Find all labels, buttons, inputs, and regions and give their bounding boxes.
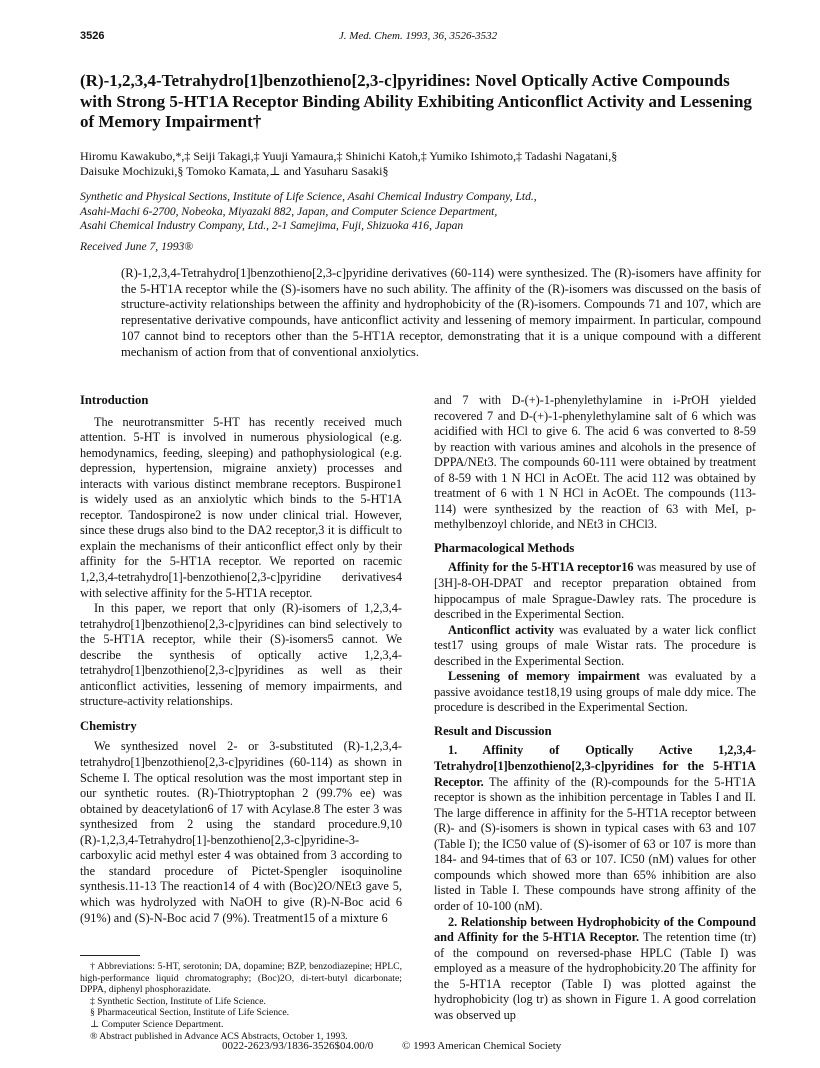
page-footer <box>222 1040 587 1052</box>
footnote: ‡ Synthetic Section, Institute of Life Science. <box>90 995 266 1007</box>
paragraph-body: was evaluated by a passive avoidance test18,19 using groups of male ddy mice. The procedure is described in the Experimental Section. <box>434 669 756 715</box>
author-line: Hiromu Kawakubo,*,‡ Seiji Takagi,‡ Yuuji Yamaura,‡ Shinichi Katoh,‡ Yumiko Ishimoto,‡ Tadashi Nagatani,§ <box>80 149 618 163</box>
section-heading-introduction: Introduction <box>80 393 149 407</box>
paragraph-lead: 1. Affinity of Optically Active 1,2,3,4-Tetrahydro[1]benzothieno[2,3-c]pyridines for the 5-HT1A Receptor. <box>434 743 756 789</box>
page-number: 3526 <box>80 30 105 42</box>
journal-citation: J. Med. Chem. 1993, 36, 3526-3532 <box>338 30 498 42</box>
copyright: © 1993 American Chemical Society <box>402 1040 562 1052</box>
article-code: 0022-2623/93/1836-3526$04.00/0 <box>222 1040 374 1052</box>
affiliations <box>80 190 760 234</box>
paragraph <box>434 623 756 670</box>
paragraph-lead: Affinity for the 5-HT1A receptor16 <box>448 560 634 575</box>
footnote: § Pharmaceutical Section, Institute of Life Science. <box>90 1007 290 1019</box>
paragraph-body: The retention time (tr) of the compound on reversed-phase HPLC (Table I) was employed as a measure of the hydrophobicity.20 The affinity for the 5-HT1A receptor (Table I) was plotted against the hydrophobicity (log tr) as shown in Figure 1. A good correlation was observed up <box>434 930 756 1022</box>
section-heading-chemistry: Chemistry <box>80 718 137 733</box>
paragraph-body: The affinity of the (R)-compounds for the 5-HT1A receptor is shown as the inhibition percentage in Tables I and II. The large difference in affinity for the 5-HT1A receptor between (R)- and (S)-isomers is shown in typical cases with 63 and 107 (Table I); the IC50 value of (S)-isomer of 63 or 107 is more than 184- and 94-times that of 63 or 107. IC50 (nM) values for other compounds which showed more than 65% inhibition are also listed in Table I. These compounds have strong affinity of the order of 10-100 (nM). <box>434 774 756 913</box>
paragraph-lead: 2. Relationship between Hydrophobicity of the Compound and Affinity for the 5-HT1A Receptor. <box>434 914 756 945</box>
footnote: ⊥ Computer Science Department. <box>90 1018 224 1030</box>
affiliation-line: Asahi Chemical Industry Company, Ltd., 2-1 Samejima, Fuji, Shizuoka 416, Japan <box>80 219 464 232</box>
footnote: ® Abstract published in Advance ACS Abstracts, October 1, 1993. <box>90 1030 348 1042</box>
left-column <box>80 393 402 926</box>
paragraph <box>434 915 756 1024</box>
section-heading-pharmacological-methods: Pharmacological Methods <box>434 540 575 555</box>
affiliation-line: Asahi-Machi 6-2700, Nobeoka, Miyazaki 882, Japan, and Computer Science Department, <box>80 204 498 218</box>
paragraph: The neurotransmitter 5-HT has recently received much attention. 5-HT is involved in numerous physiological (e.g. hemodynamics, feeding, sleeping) and pathophysiological (e.g. depression, hypertension, migraine anxiety) processes and interacts with various distinct membrane receptors. Buspirone1 is widely used as an anxiolytic which binds to the 5-HT1A receptor. Tandospirone2 is now under clinical trial. However, since these drugs also bind to the DA2 receptor,3 it is difficult to explain the mechanisms of their anticonflict effect only by their affinity for the 5-HT1A receptor. We reported on racemic 1,2,3,4-tetrahydro[1]-benzothieno[2,3-c]pyridine derivatives4 with selective affinity for the 5-HT1A receptor. <box>80 414 402 600</box>
paragraph: We synthesized novel 2- or 3-substituted (R)-1,2,3,4-tetrahydro[1]benzothieno[2,3-c]pyridines (60-114) as shown in Scheme I. The optical resolution was the most important step in our synthetic routes. (R)-Thiotryptophan 2 (99.7% ee) was obtained by deacetylation6 of 17 with Acylase.8 The ester 3 was synthesized from 2 using the standard procedure.9,10 (R)-1,2,3,4-Tetrahydro[1]-benzothieno[2,3-c]pyridine-3-carboxylic acid methyl ester 4 was obtained from 3 according to the standard procedure of Pictet-Spengler isoquinoline synthesis.11-13 The reaction14 of 4 with (Boc)2O/NEt3 gave 5, which was hydrolyzed with NaOH to give (R)-N-Boc acid 6 (91%) and (S)-N-Boc acid 7 (9%). Treatment15 of a mixture 6 <box>80 739 402 925</box>
received-date: Received June 7, 1993® <box>80 240 194 253</box>
paragraph: In this paper, we report that only (R)-isomers of 1,2,3,4-tetrahydro[1]benzothieno[2,3-c]pyridines can bind selectively to the 5-HT1A receptor, while their (S)-isomers5 cannot. We describe the synthesis of optically active 1,2,3,4-tetrahydro[1]benzothieno[2,3-c]pyridines as well as their anticonflict activities, lessening of memory impairments, and structure-activity relationships. <box>80 601 402 709</box>
paragraph: and 7 with D-(+)-1-phenylethylamine in i-PrOH yielded recovered 7 and D-(+)-1-phenylethylamine salt of 6 which was acidified with HCl to give 6. The acid 6 was converted to 8-59 by reaction with various amines and alcohols in the presence of DPPA/NEt3. The compounds 60-111 were obtained by treatment of 8-59 with 1 N HCl in AcOEt. The acid 112 was obtained by treatment of 6 with 1 N HCl in AcOEt. The compounds (113-114) were synthesized by the reaction of 63 with MeI, p-methylbenzoyl chloride, and NEt3 in CHCl3. <box>434 393 756 532</box>
footnote: † Abbreviations: 5-HT, serotonin; DA, dopamine; BZP, benzodiazepine; HPLC, high-performance liquid chromatography; (Boc)2O, di-tert-butyl dicarbonate; DPPA, diphenyl phosphorazidate. <box>80 961 402 996</box>
section-heading-results: Result and Discussion <box>434 723 552 738</box>
footnotes <box>80 961 402 1042</box>
article-title: (R)-1,2,3,4-Tetrahydro[1]benzothieno[2,3-c]pyridines: Novel Optically Active Compounds with Strong 5-HT1A Receptor Binding Ability Exhibiting Anticonflict Activity and Lessening of Memory Impairment† <box>80 71 752 131</box>
right-column <box>434 393 756 1023</box>
author-list <box>80 149 760 178</box>
author-line: Daisuke Mochizuki,§ Tomoko Kamata,⊥ and Yasuharu Sasaki§ <box>80 163 389 178</box>
footnote-rule <box>80 955 140 956</box>
paragraph-lead: Anticonflict activity <box>448 622 555 637</box>
paragraph-body: was measured by use of [3H]-8-OH-DPAT and receptor preparation obtained from hippocampus of male Sprague-Dawley rats. The procedure is described in the Experimental Section. <box>434 560 756 622</box>
paragraph <box>434 560 756 622</box>
paragraph <box>434 669 756 716</box>
affiliation-line: Synthetic and Physical Sections, Institute of Life Science, Asahi Chemical Industry Company, Ltd., <box>80 190 537 203</box>
paragraph <box>434 743 756 914</box>
paragraph-lead: Lessening of memory impairment <box>448 669 641 684</box>
paragraph-body: was evaluated by a water lick conflict test17 using groups of male Wistar rats. The procedure is described in the Experimental Section. <box>434 622 756 668</box>
abstract: (R)-1,2,3,4-Tetrahydro[1]benzothieno[2,3-c]pyridine derivatives (60-114) were synthesized. The (R)-isomers have affinity for the 5-HT1A receptor while the (S)-isomers have no such ability. The affinity of the (R)-isomers was discussed on the basis of structure-activity relationships between the affinity and hydrophobicity of the (R)-isomers. Compounds 71 and 107, which are representative derivative compounds, have anticonflict activity and lessening of memory impairment. In particular, compound 107 cannot bind to receptors other than the 5-HT1A receptor, demonstrating that it is a unique compound with a different mechanism of action from that of conventional anxiolytics. <box>121 266 761 359</box>
